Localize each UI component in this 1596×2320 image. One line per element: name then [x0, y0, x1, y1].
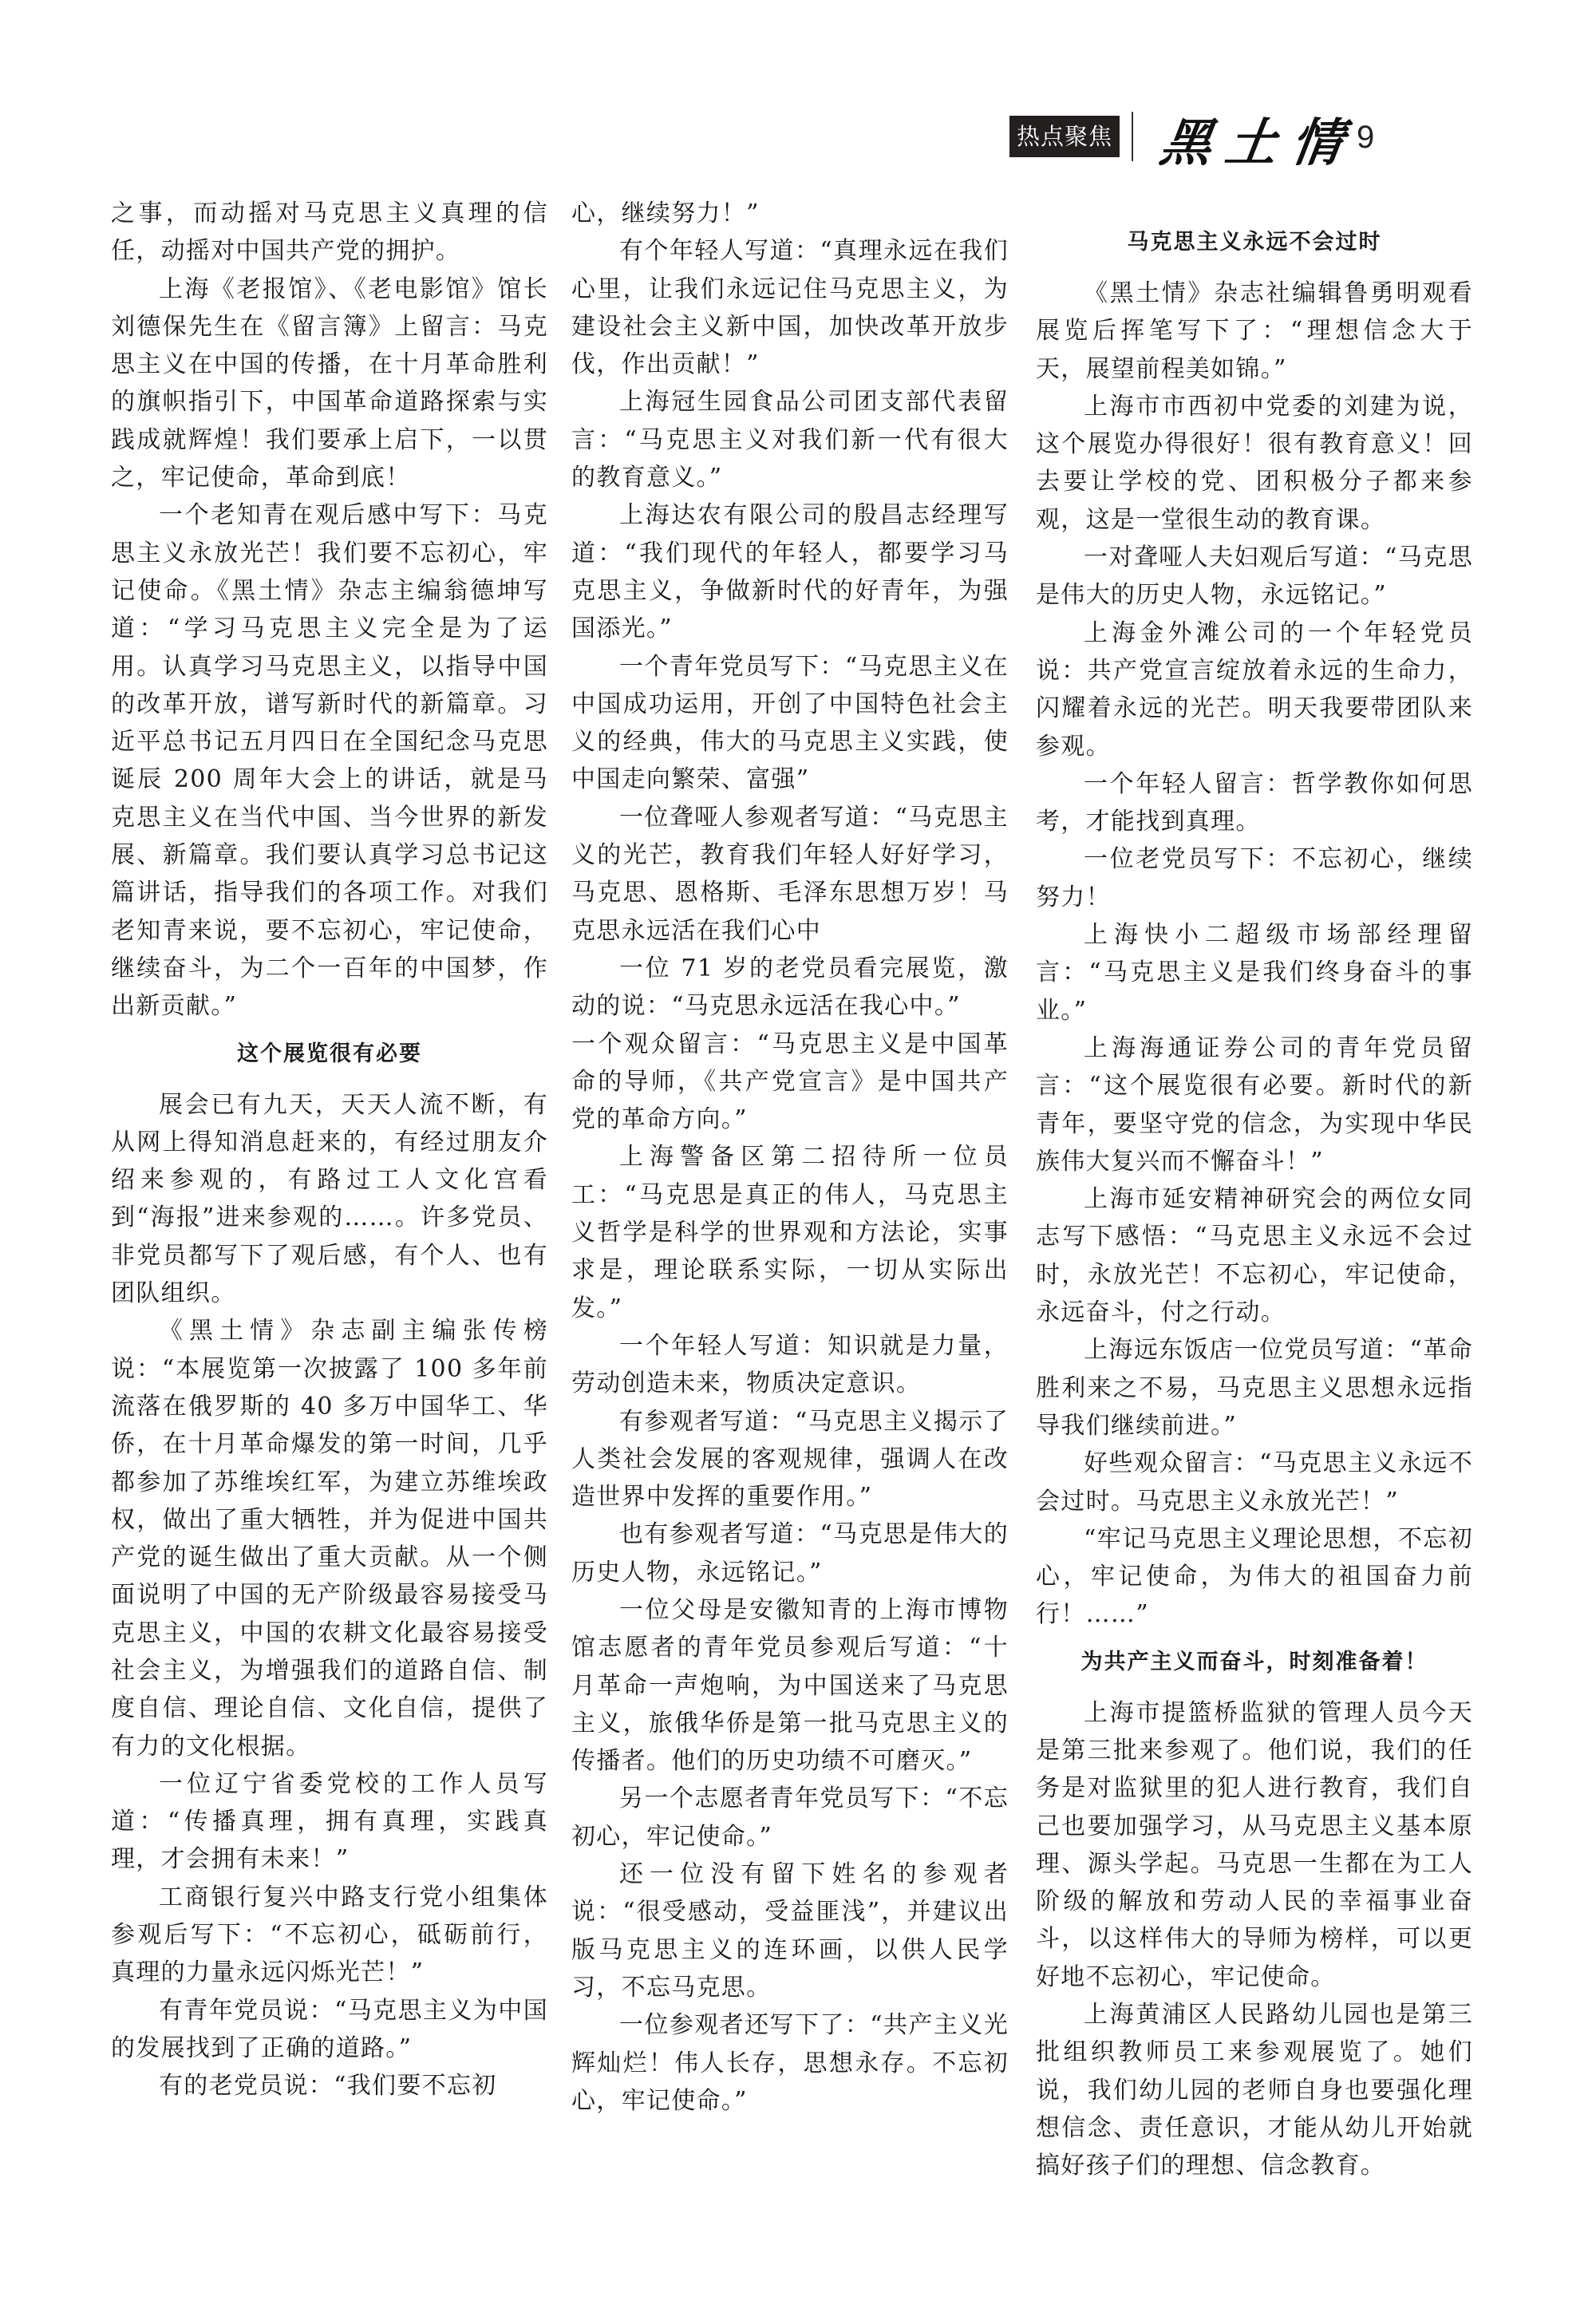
paragraph: 有个年轻人写道：“真理永远在我们心里，让我们永远记住马克思主义，为建设社会主义新中国，加快改革开放步伐，作出贡献！”	[571, 237, 1009, 379]
paragraph: 一位聋哑人参观者写道：“马克思主义的光芒，教育我们年轻人好好学习，马克思、恩格斯、毛泽东思想万岁！马克思永远活在我们心中	[571, 803, 1009, 945]
paragraph: 上海冠生园食品公司团支部代表留言：“马克思主义对我们新一代有很大的教育意义。”	[571, 388, 1009, 492]
paragraph: 上海快小二超级市场部经理留言：“马克思主义是我们终身奋斗的事业。”	[1036, 921, 1473, 1025]
paragraph: 上海黄浦区人民路幼儿园也是第三批组织教师员工来参观展览了。她们说，我们幼儿园的老师自身也要强化理想信念、责任意识，才能从幼儿开始就搞好孩子们的理想、信念教育。	[1036, 2001, 1473, 2180]
paragraph: 工商银行复兴中路支行党小组集体参观后写下：“不忘初心，砥砺前行，真理的力量永远闪烁光芒！”	[111, 1883, 548, 1987]
article-column-2	[571, 195, 1009, 2120]
paragraph: 展会已有九天，天天人流不断，有从网上得知消息赶来的，有经过朋友介绍来参观的，有路过工人文化宫看到“海报”进来参观的……。许多党员、非党员都写下了观后感，有个人、也有团队组织。	[111, 1090, 548, 1308]
paragraph: 上海达农有限公司的殷昌志经理写道：“我们现代的年轻人，都要学习马克思主义，争做新时代的好青年，为强国添光。”	[571, 501, 1009, 643]
paragraph: 一对聋哑人夫妇观后写道：“马克思是伟大的历史人物，永远铭记。”	[1036, 543, 1473, 610]
section-tag: 热点聚焦	[1009, 116, 1120, 157]
paragraph: “牢记马克思主义理论思想，不忘初心，牢记使命，为伟大的祖国奋力前行！……”	[1036, 1524, 1473, 1629]
article-column-1	[111, 195, 548, 2105]
paragraph: 《黑土情》杂志社编辑鲁勇明观看展览后挥笔写下了：“理想信念大于天，展望前程美如锦。”	[1036, 279, 1473, 383]
page-number: 9	[1357, 120, 1375, 155]
paragraph: 上海《老报馆》、《老电影馆》馆长刘德保先生在《留言簿》上留言：马克思主义在中国的传播，在十月革命胜利的旗帜指引下，中国革命道路探索与实践成就辉煌！我们要承上启下，一以贯之，牢记使命，革命到底！	[111, 275, 548, 492]
paragraph: 还一位没有留下姓名的参观者说：“很受感动，受益匪浅”，并建议出版马克思主义的连环画，以供人民学习，不忘马克思。	[571, 1860, 1009, 2002]
paragraph: 上海市延安精神研究会的两位女同志写下感悟：“马克思主义永远不会过时，永放光芒！不忘初心，牢记使命，永远奋斗，付之行动。	[1036, 1185, 1473, 1327]
magazine-logo: 黑土情	[1156, 113, 1361, 173]
paragraph: 《黑土情》杂志副主编张传榜说：“本展览第一次披露了 100 多年前流落在俄罗斯的 40 多万中国华工、华侨，在十月革命爆发的第一时间，几乎都参加了苏维埃红军，为建立苏维埃政权，做出了重大牺牲，并为促进中国共产党的诞生做出了重大贡献。从一个侧面说明了中国的无产阶级最容易接受马克思主义，中国的农耕文化最容易接受社会主义，为增强我们的道路自信、制度自信、理论自信、文化自信，提供了有力的文化根据。	[111, 1317, 548, 1761]
paragraph: 有的老党员说：“我们要不忘初	[159, 2072, 497, 2101]
paragraph: 有参观者写道：“马克思主义揭示了人类社会发展的客观规律，强调人在改造世界中发挥的重要作用。”	[571, 1407, 1009, 1512]
paragraph: 心，继续努力！”	[571, 200, 760, 227]
paragraph: 上海远东饭店一位党员写道：“革命胜利来之不易，马克思主义思想永远指导我们继续前进。”	[1036, 1336, 1473, 1440]
paragraph: 也有参观者写道：“马克思是伟大的历史人物，永远铭记。”	[571, 1520, 1009, 1587]
paragraph: 之事，而动摇对马克思主义真理的信任，动摇对中国共产党的拥护。	[111, 200, 548, 266]
paragraph: 一个年轻人写道：知识就是力量，劳动创造未来，物质决定意识。	[571, 1331, 1009, 1398]
paragraph: 一个老知青在观后感中写下：马克思主义永放光芒！我们要不忘初心，牢记使命。《黑土情》杂志主编翁德坤写道：“学习马克思主义完全是为了运用。认真学习马克思主义，以指导中国的改革开放，谱写新时代的新篇章。习近平总书记五月四日在全国纪念马克思诞辰 200 周年大会上的讲话，就是马克思主义在当代中国、当今世界的新发展、新篇章。我们要认真学习总书记这篇讲话，指导我们的各项工作。对我们老知青来说，要不忘初心，牢记使命，继续奋斗，为二个一百年的中国梦，作出新贡献。”	[111, 501, 548, 1021]
paragraph: 上海警备区第二招待所一位员工：“马克思是真正的伟人，马克思主义哲学是科学的世界观和方法论，实事求是，理论联系实际，一切从实际出发。”	[571, 1143, 1009, 1322]
article-column-3	[1036, 214, 1473, 2185]
header-divider	[1132, 112, 1133, 161]
paragraph: 上海海通证券公司的青年党员留言：“这个展览很有必要。新时代的新青年，要坚守党的信念，为实现中华民族伟大复兴而不懈奋斗！”	[1036, 1034, 1473, 1176]
paragraph: 一位辽宁省委党校的工作人员写道：“传播真理，拥有真理，实践真理，才会拥有未来！”	[111, 1769, 548, 1874]
section-heading: 这个展览很有必要	[237, 1041, 422, 1066]
paragraph: 上海市提篮桥监狱的管理人员今天是第三批来参观了。他们说，我们的任务是对监狱里的犯人进行教育，我们自己也要加强学习，从马克思主义基本原理、源头学起。马克思一生都在为工人阶级的解放和劳动人民的幸福事业奋斗，以这样伟大的导师为榜样，可以更好地不忘初心，牢记使命。	[1036, 1698, 1473, 1991]
paragraph: 一位参观者还写下了：“共产主义光辉灿烂！伟人长存，思想永存。不忘初心，牢记使命。”	[571, 2011, 1009, 2115]
paragraph: 好些观众留言：“马克思主义永远不会过时。马克思主义永放光芒！”	[1036, 1449, 1473, 1516]
paragraph: 上海市市西初中党委的刘建为说，这个展览办得很好！很有教育意义！回去要让学校的党、团积极分子都来参观，这是一堂很生动的教育课。	[1036, 392, 1473, 534]
paragraph: 一位老党员写下：不忘初心，继续努力！	[1036, 845, 1473, 911]
section-heading: 马克思主义永远不会过时	[1127, 230, 1382, 255]
paragraph: 一个年轻人留言：哲学教你如何思考，才能找到真理。	[1036, 769, 1473, 836]
paragraph: 另一个志愿者青年党员写下：“不忘初心，牢记使命。”	[571, 1784, 1009, 1851]
paragraph: 一个观众留言：“马克思主义是中国革命的导师，《共产党宣言》是中国共产党的革命方向。”	[571, 1030, 1009, 1134]
paragraph: 有青年党员说：“马克思主义为中国的发展找到了正确的道路。”	[111, 1996, 548, 2062]
paragraph: 上海金外滩公司的一个年轻党员说：共产党宣言绽放着永远的生命力，闪耀着永远的光芒。明天我要带团队来参观。	[1036, 619, 1473, 761]
paragraph: 一位 71 岁的老党员看完展览，激动的说：“马克思永远活在我心中。”	[571, 954, 1009, 1021]
paragraph: 一位父母是安徽知青的上海市博物馆志愿者的青年党员参观后写道：“十月革命一声炮响，为中国送来了马克思主义，旅俄华侨是第一批马克思主义的传播者。他们的历史功绩不可磨灭。”	[571, 1595, 1009, 1776]
section-heading: 为共产主义而奋斗，时刻准备着！	[1080, 1649, 1428, 1674]
paragraph: 一个青年党员写下：“马克思主义在中国成功运用，开创了中国特色社会主义的经典，伟大的马克思主义实践，使中国走向繁荣、富强”	[571, 652, 1009, 794]
